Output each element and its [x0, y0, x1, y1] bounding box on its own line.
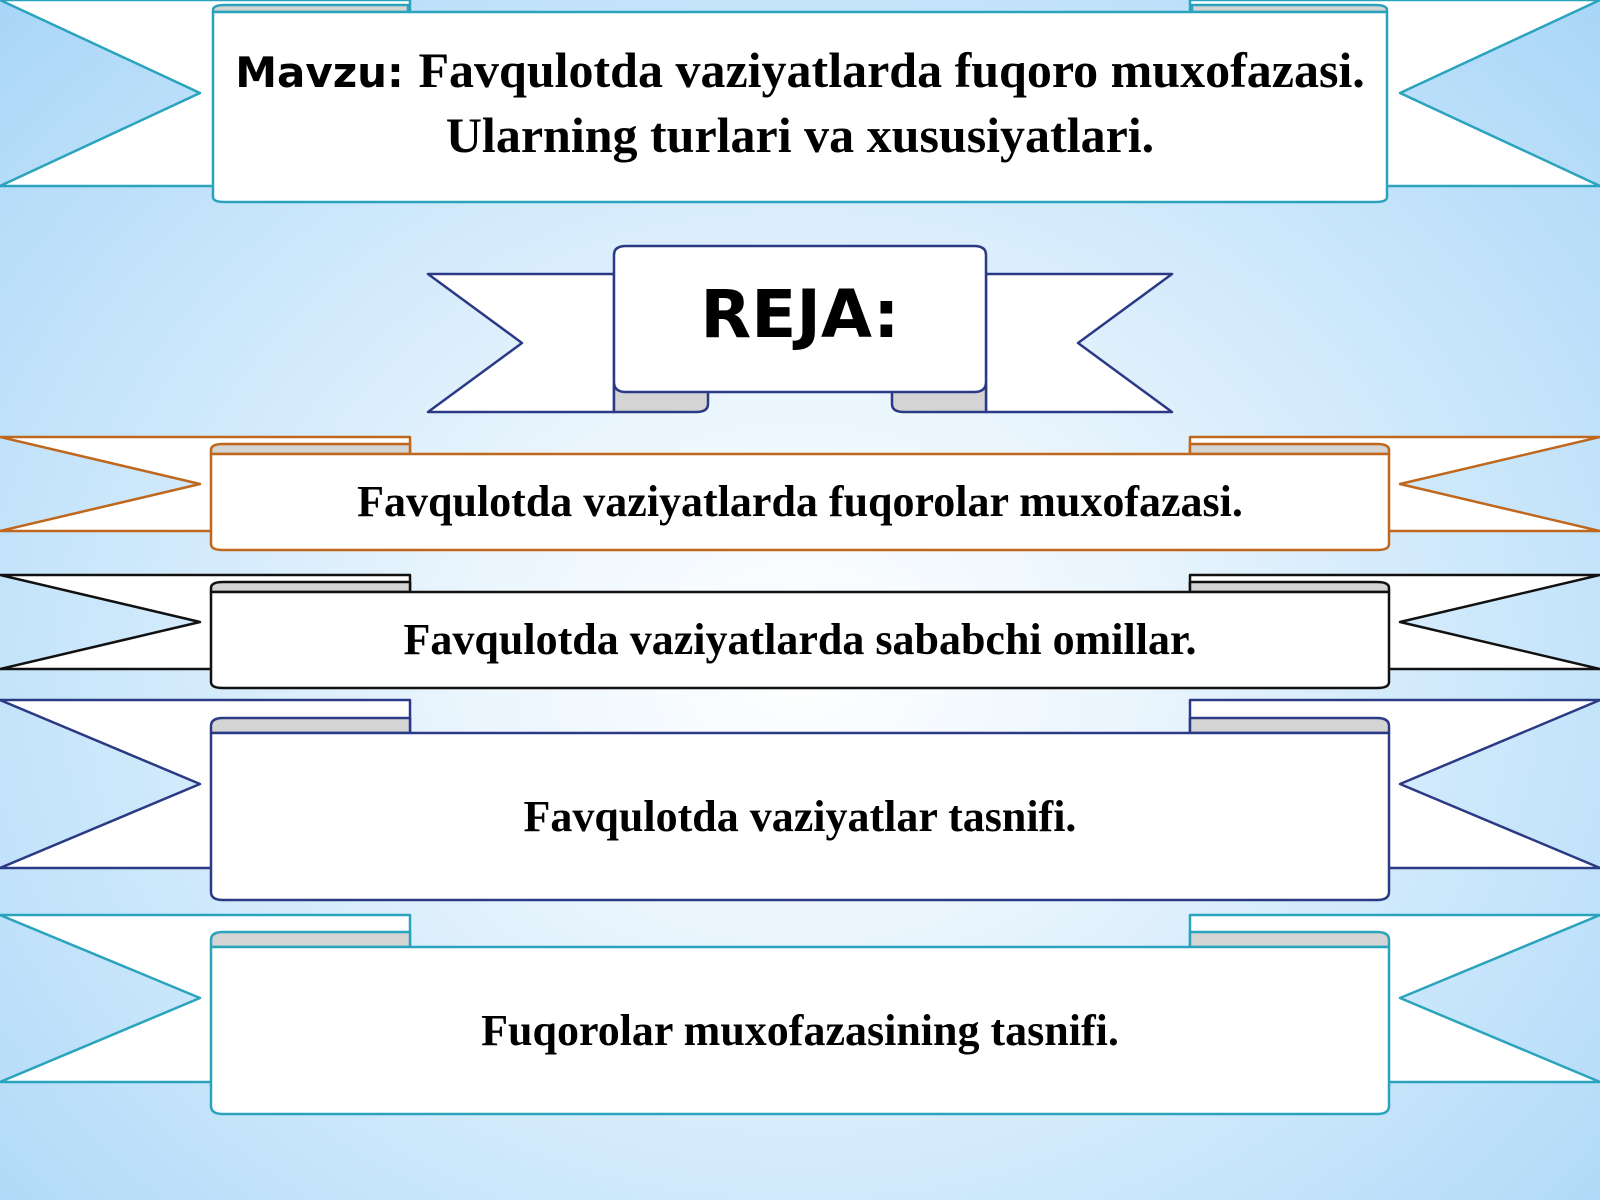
title-lead: Mavzu: [235, 47, 419, 97]
plan-item-1: Favqulotda vaziyatlarda fuqorolar muxofazasi. [357, 476, 1243, 526]
plan-item-3: Favqulotda vaziyatlar tasnifi. [523, 791, 1077, 841]
slide-title [213, 12, 1387, 192]
plan-heading: REJA: [700, 275, 900, 353]
plan-item-4: Fuqorolar muxofazasining tasnifi. [481, 1005, 1119, 1055]
plan-item-2: Favqulotda vaziyatlarda sababchi omillar. [403, 614, 1197, 664]
title-body: Favqulotda vaziyatlarda fuqoro muxofazasi. Ularning turlari va xususiyatlari. [418, 41, 1365, 163]
